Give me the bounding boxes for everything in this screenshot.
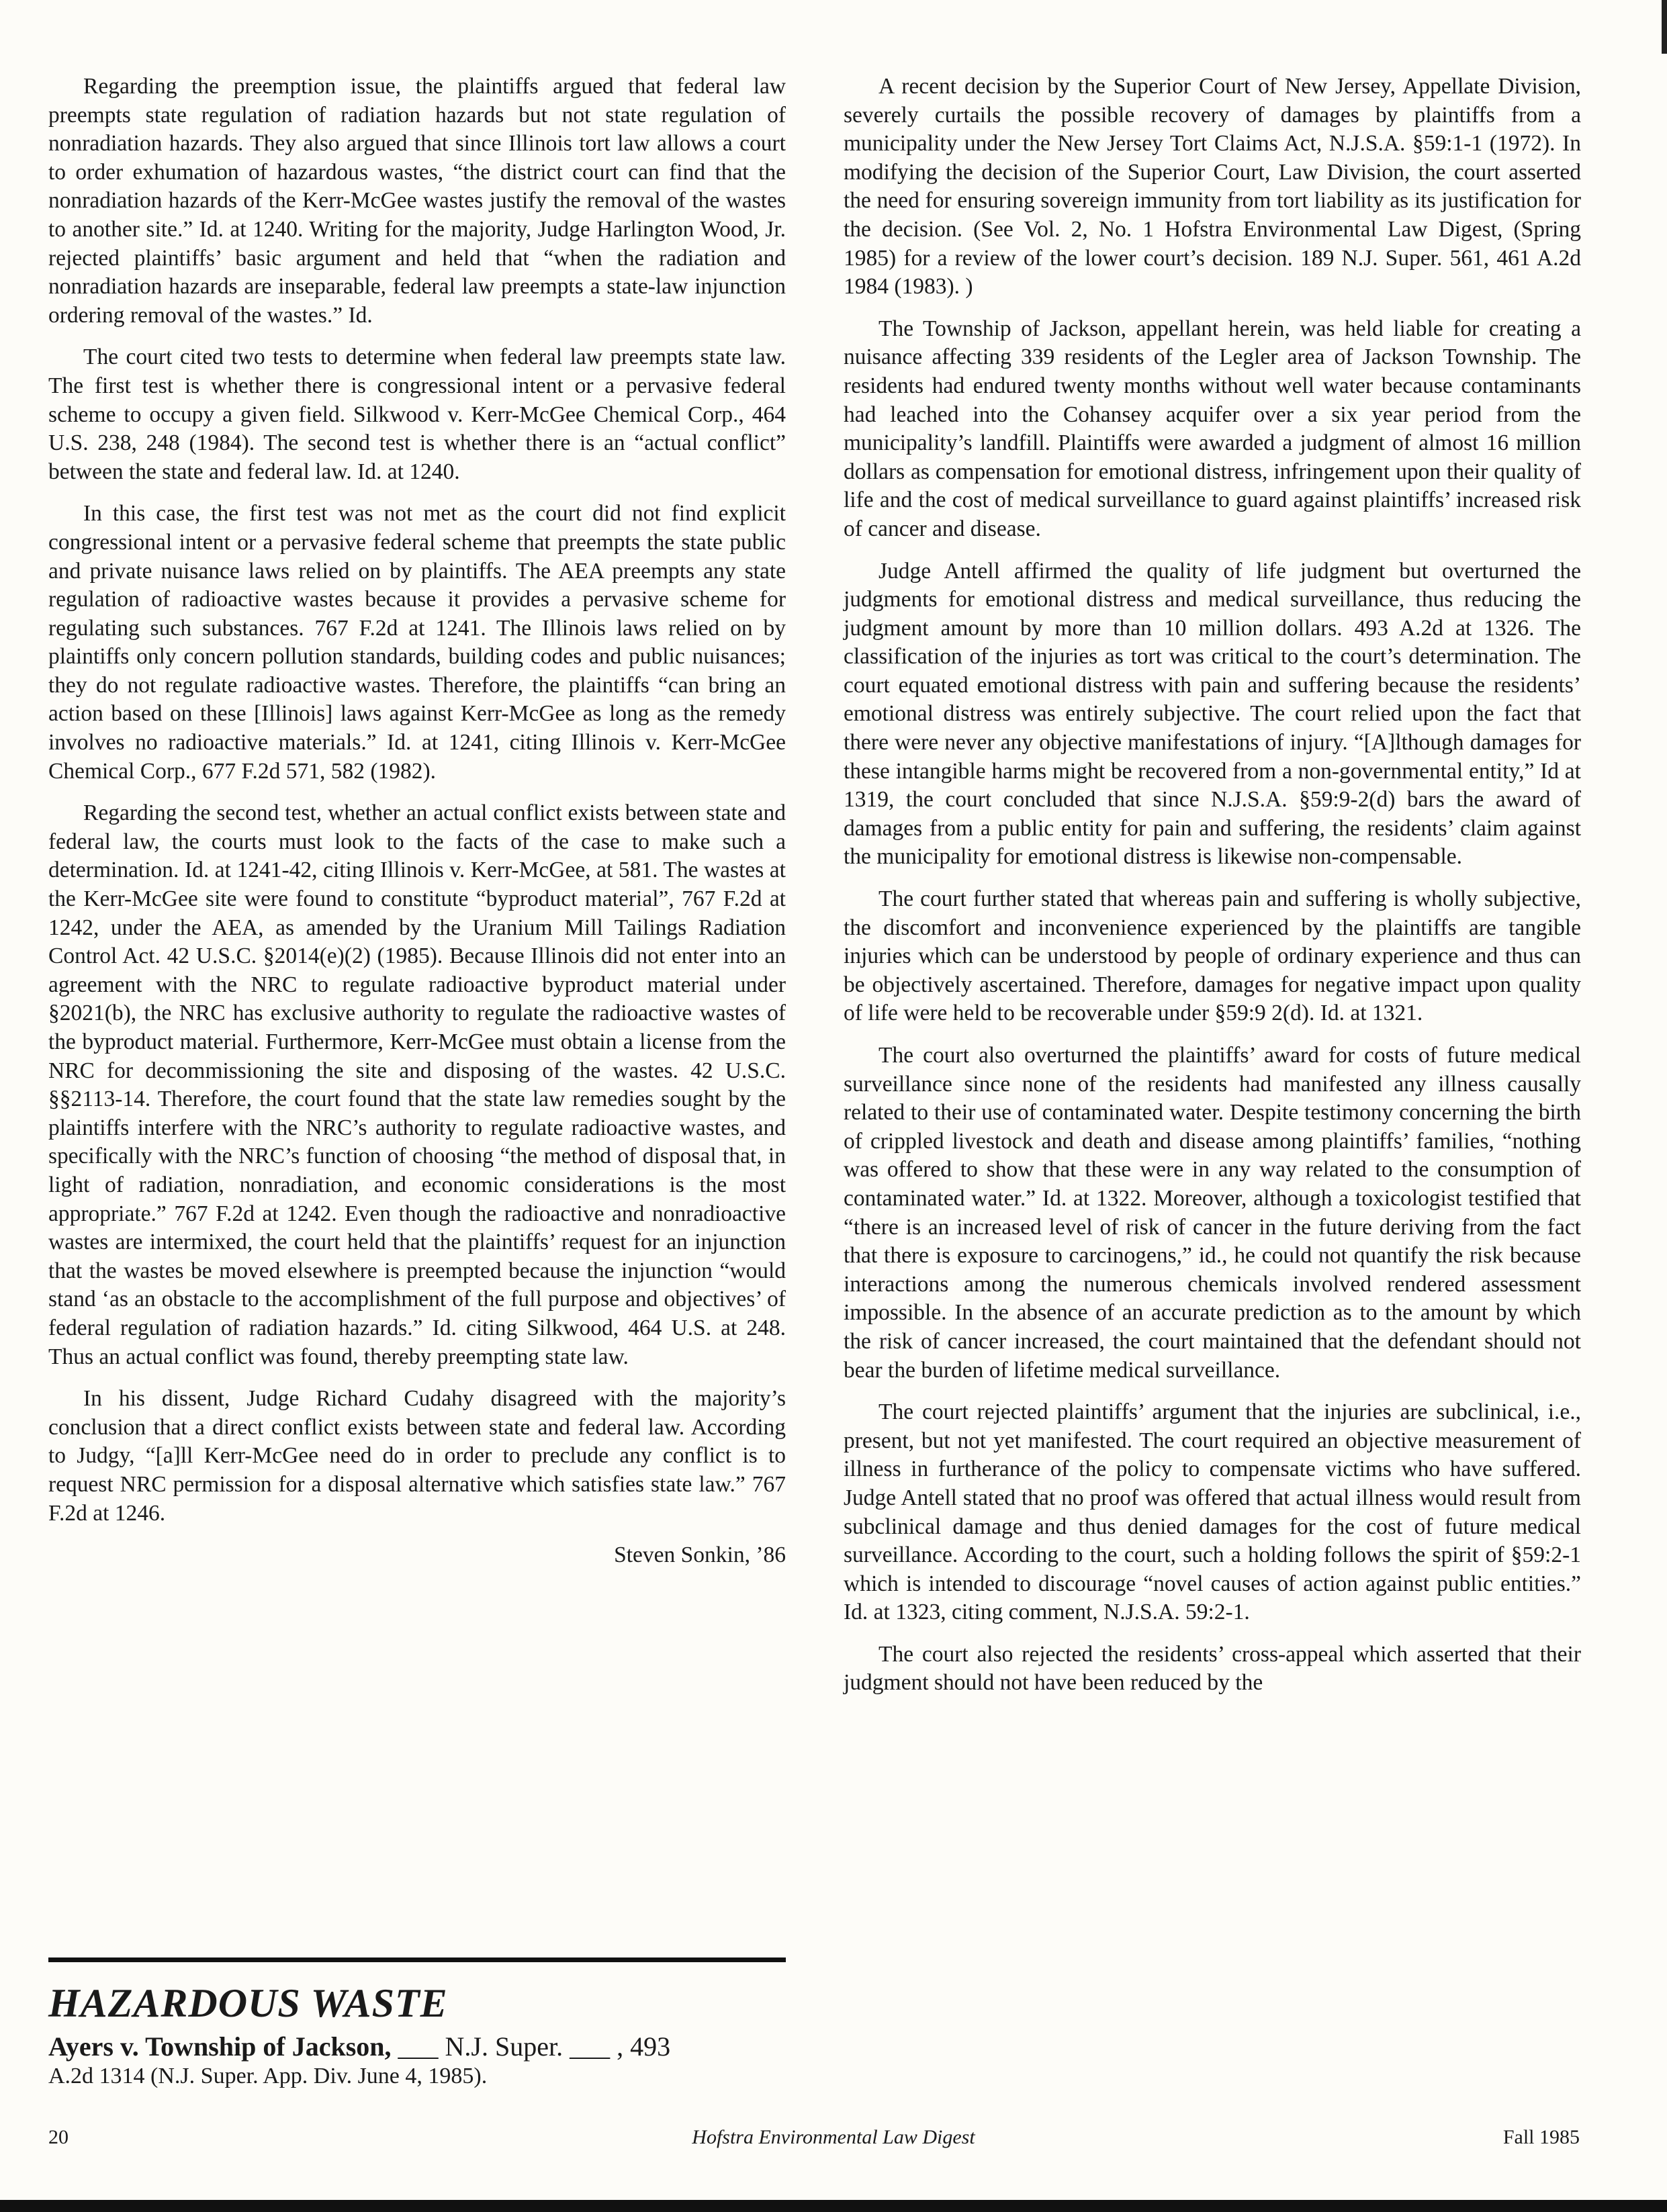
journal-title: Hofstra Environmental Law Digest <box>692 2126 975 2148</box>
case-name: Ayers v. Township of Jackson, <box>48 2031 392 2062</box>
paragraph: Regarding the second test, whether an actual conflict exists between state and federal law, the courts must look to the facts of the case to make such a determination. Id. at 1241-42, citing Illinois v. Kerr-McGee, at 581. The wastes at the Kerr-McGee site were found to constitute “byproduct material”, 767 F.2d at 1242, under the AEA, as amended by the Uranium Mill Tailings Radiation Control Act. 42 U.S.C. §2014(e)(2) (1985). Because Illinois did not enter into an agreement with the NRC to regulate radioactive byproduct material under §2021(b), the NRC has exclusive authority to regulate the radioactive wastes of the byproduct material. Furthermore, Kerr-McGee must obtain a license from the NRC for decommissioning the site and disposing of the wastes. 42 U.S.C. §§2113-14. Therefore, the court found that the state law remedies sought by the plaintiffs interfere with the NRC’s authority to regulate radioactive wastes, and specifically with the NRC’s function of choosing “the method of disposal that, in light of radiation, nonradiation, and economic considerations is the most appropriate.” 767 F.2d at 1242. Even though the radioactive and nonradioactive wastes are intermixed, the court held that the plaintiffs’ request for an injunction that the wastes be moved elsewhere is preempted because the injunction “would stand ‘as an obstacle to the accomplishment of the full purpose and objectives’ of federal regulation of radiation hazards.” Id. citing Silkwood, 464 U.S. at 248. Thus an actual conflict was found, thereby preempting state law. <box>48 800 786 1369</box>
paragraph: The court cited two tests to determine when federal law preempts state law. The first test is whether there is congressional intent or a pervasive federal scheme to occupy a given field. Silkwood v. Kerr-McGee Chemical Corp., 464 U.S. 238, 248 (1984). The second test is whether there is an “actual conflict” between the state and federal law. Id. at 1240. <box>48 344 786 484</box>
scan-bottom-edge <box>0 2200 1667 2212</box>
section-divider <box>48 1957 786 1962</box>
section-heading: HAZARDOUS WASTE <box>48 1981 448 2025</box>
page-number: 20 <box>48 2126 69 2148</box>
paragraph: Judge Antell affirmed the quality of life judgment but overturned the judgments for emotional distress and medical surveillance, thus reducing the judgment amount by more than 10 million dollars. 493 A.2d at 1326. The classification of the injuries as tort was critical to the court’s determination. The court equated emotional distress with pain and suffering because the residents’ emotional distress was entirely subjective. The court relied upon the fact that there were never any objective manifestations of injury. “[A]lthough damages for these intangible harms might be recovered from a non-governmental entity,” Id at 1319, the court concluded that since N.J.S.A. §59:9-2(d) bars the award of damages from a public entity for pain and suffering, the residents’ claim against the municipality for emotional distress is likewise non-compensable. <box>844 558 1581 870</box>
paragraph: The court rejected plaintiffs’ argument that the injuries are subclinical, i.e., present, but not yet manifested. The court required an objective measurement of illness in furtherance of the policy to compensate victims who have suffered. Judge Antell stated that no proof was offered that actual illness would result from subclinical damage and thus denied damages for the cost of future medical surveillance. According to the court, such a holding follows the spirit of §59:2-1 which is intended to discourage “novel causes of action against public entities.” Id. at 1323, citing comment, N.J.S.A. 59:2-1. <box>844 1399 1581 1625</box>
paragraph: In his dissent, Judge Richard Cudahy disagreed with the majority’s conclusion that a direct conflict exists between state and federal law. According to Judgy, “[a]ll Kerr-McGee need do in order to preclude any conflict is to request NRC permission for a disposal alternative which satisfies state law.” 767 F.2d at 1246. <box>48 1386 786 1526</box>
paragraph: The court further stated that whereas pain and suffering is wholly subjective, the discomfort and inconvenience experienced by the plaintiffs are tangible injuries which can be understood by people of ordinary experience and thus can be objectively ascertained. Therefore, damages for negative impact upon quality of life were held to be recoverable under §59:9 2(d). Id. at 1321. <box>844 886 1581 1026</box>
issue-date: Fall 1985 <box>1502 2126 1580 2148</box>
case-reporter: ___ N.J. Super. ___ , 493 <box>391 2031 671 2062</box>
scan-edge <box>1662 0 1667 54</box>
paragraph: The court also overturned the plaintiffs’ award for costs of future medical surveillance since none of the residents had manifested any illness causally related to their use of contaminated water. Despite testimony concerning the birth of crippled livestock and death and disease among plaintiffs’ families, “nothing was offered to show that these were in any way related to the consumption of contaminated water.” Id. at 1322. Moreover, although a toxicologist testified that “there is an increased level of risk of cancer in the future deriving from the fact that there is exposure to carcinogens,” id., he could not quantify the risk because interactions among the numerous chemicals involved rendered assessment impossible. In the absence of an accurate prediction as to the amount by which the risk of cancer increased, the court maintained that the defendant should not bear the burden of lifetime medical surveillance. <box>844 1043 1581 1383</box>
paragraph: The court also rejected the residents’ cross-appeal which asserted that their judgment should not have been reduced by the <box>844 1641 1581 1696</box>
paragraph: In this case, the first test was not met as the court did not find explicit congressional intent or a pervasive federal scheme that preempts the state public and private nuisance laws relied on by plaintiffs. The AEA preempts any state regulation of radioactive wastes because it provides a pervasive scheme for regulating such substances. 767 F.2d at 1241. The Illinois laws relied on by plaintiffs only concern pollution standards, building codes and public nuisances; they do not regulate radioactive wastes. Therefore, the plaintiffs “can bring an action based on these [Illinois] laws against Kerr-McGee as long as the remedy involves no radioactive materials.” Id. at 1241, citing Illinois v. Kerr-McGee Chemical Corp., 677 F.2d 571, 582 (1982). <box>48 501 786 784</box>
left-column <box>48 73 786 1583</box>
right-column <box>844 73 1581 1711</box>
case-citation: A.2d 1314 (N.J. Super. App. Div. June 4, 1985). <box>48 2064 488 2088</box>
paragraph: The Township of Jackson, appellant herein, was held liable for creating a nuisance affecting 339 residents of the Legler area of Jackson Township. The residents had endured twenty months without well water because contaminants had leached into the Cohansey acquifer over a six year period from the municipality’s landfill. Plaintiffs were awarded a judgment of almost 16 million dollars as compensation for emotional distress, infringement upon their quality of life and the cost of medical surveillance to guard against plaintiffs’ increased risk of cancer and disease. <box>844 316 1581 541</box>
case-title <box>48 2031 786 2062</box>
paragraph: Regarding the preemption issue, the plaintiffs argued that federal law preempts state regulation of radiation hazards but not state regulation of nonradiation hazards. They also argued that since Illinois tort law allows a court to order exhumation of hazardous wastes, “the district court can find that the nonradiation hazards of the Kerr-McGee wastes justify the removal of the wastes to another site.” Id. at 1240. Writing for the majority, Judge Harlington Wood, Jr. rejected plaintiffs’ basic argument and held that “when the radiation and nonradiation hazards are inseparable, federal law preempts a state-law injunction ordering removal of the wastes.” Id. <box>48 74 786 328</box>
paragraph: A recent decision by the Superior Court of New Jersey, Appellate Division, severely curtails the possible recovery of damages by plaintiffs from a municipality under the New Jersey Tort Claims Act, N.J.S.A. §59:1-1 (1972). In modifying the decision of the Superior Court, Law Division, the court asserted the need for ensuring sovereign immunity from tort liability as its justification for the decision. (See Vol. 2, No. 1 Hofstra Environmental Law Digest, (Spring 1985) for a review of the lower court’s decision. 189 N.J. Super. 561, 461 A.2d 1984 (1983). ) <box>844 74 1581 299</box>
author-signature: Steven Sonkin, ’86 <box>614 1542 786 1568</box>
